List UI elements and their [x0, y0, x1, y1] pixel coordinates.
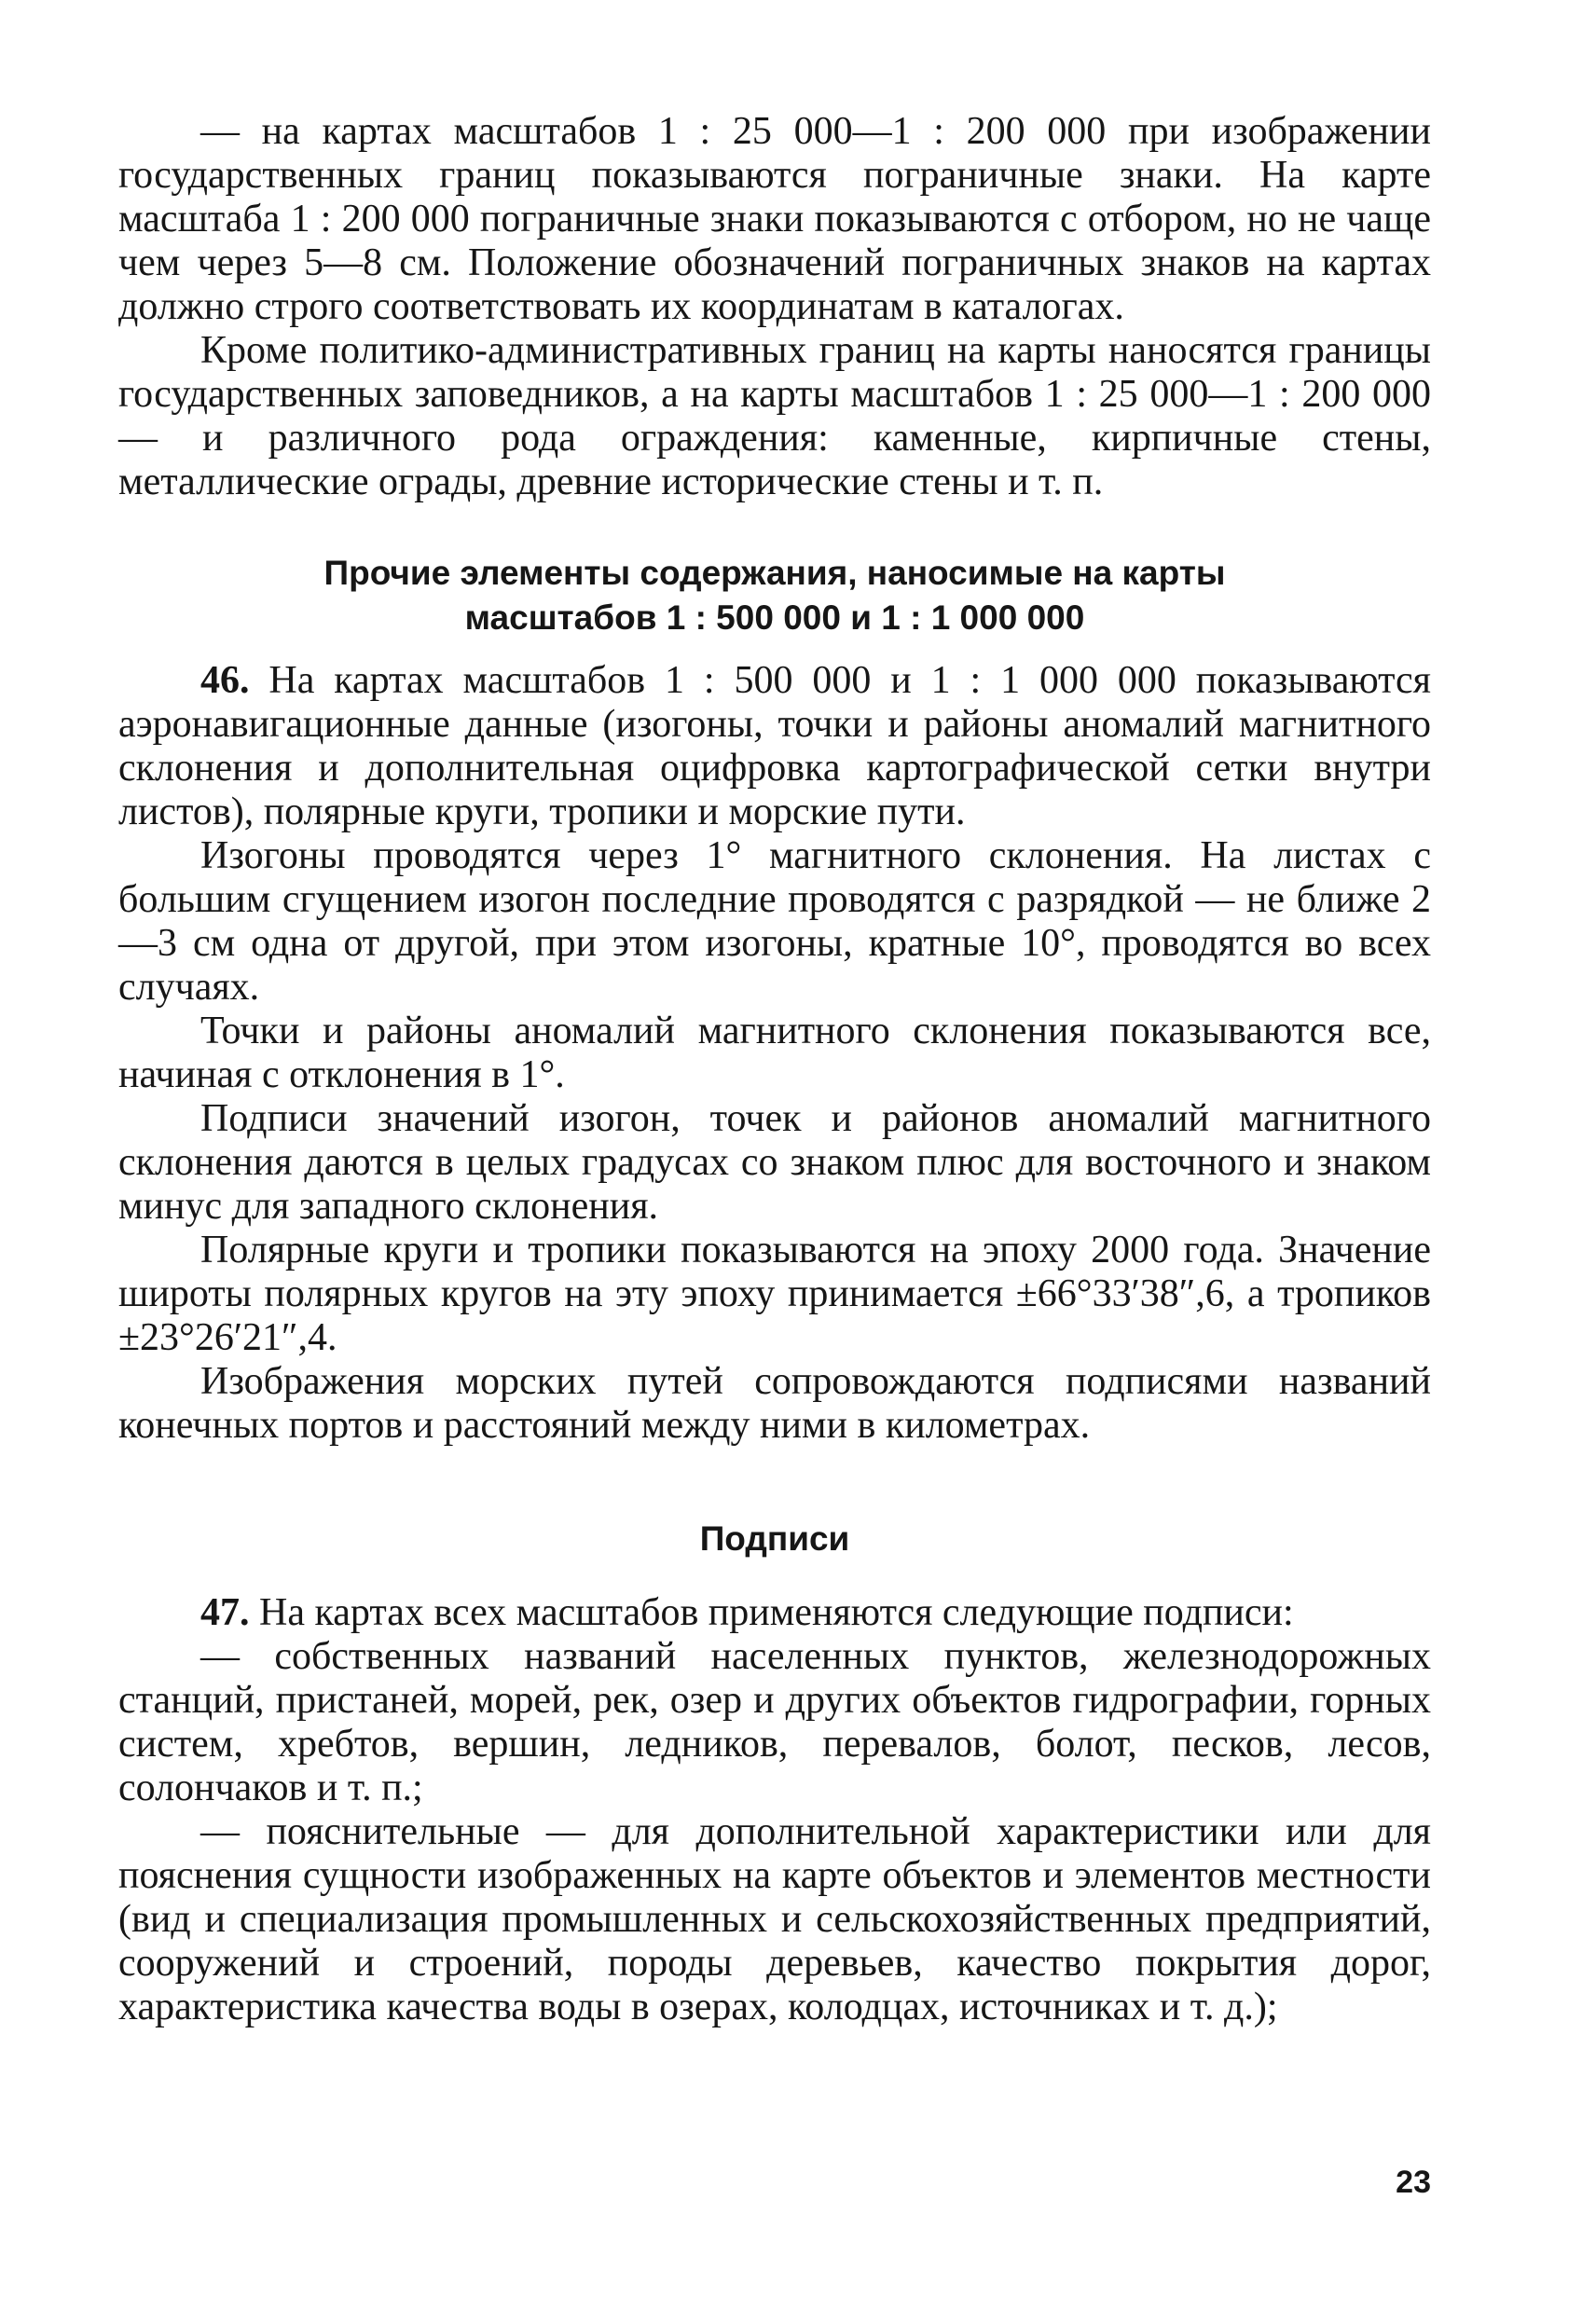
page-number: 23 — [1396, 2165, 1431, 2200]
paragraph-item-47 — [118, 1591, 1431, 1635]
section-heading-other-elements — [118, 551, 1431, 640]
paragraph-anomalies: Точки и районы аномалий магнитного склонения показываются все, начиная с отклонения в 1°. — [118, 1010, 1431, 1096]
paragraph-isogons: Изогоны проводятся через 1° магнитного склонения. На листах с большим сгущением изогон последние проводятся с разрядкой — не ближе 2—3 см одна от другой, при этом изогоны, кратные 10°, проводятся во всех случаях. — [118, 834, 1431, 1009]
section-heading-line: Прочие элементы содержания, наносимые на карты — [323, 554, 1226, 592]
paragraph-proper-names: — собственных названий населенных пунктов, железнодорожных станций, пристаней, морей, рек, озер и других объектов гидрографии, горных систем, хребтов, вершин, ледников, перевалов, болот, песков, лесов, солончаков и т. п.; — [118, 1635, 1431, 1809]
paragraph-item-46 — [118, 659, 1431, 834]
paragraph-sea-routes: Изображения морских путей сопровождаются подписями названий конечных портов и расстояний между ними в километрах. — [118, 1360, 1431, 1447]
item-number: 46. — [200, 659, 250, 702]
section-heading-line: масштабов 1 : 500 000 и 1 : 1 000 000 — [464, 598, 1085, 637]
paragraph-polar-circles: Полярные круги и тропики показываются на эпоху 2000 года. Значение широты полярных кругов на эту эпоху принимается ±66°33′38″,6, а тропиков ±23°26′21″,4. — [118, 1229, 1431, 1359]
paragraph-text: На картах всех масштабов применяются следующие подписи: — [259, 1591, 1294, 1634]
document-page — [118, 110, 1431, 2029]
paragraph-other-borders: Кроме политико-административных границ на карты наносятся границы государственных заповедников, а на карты масштабов 1 : 25 000—1 : 200 000 — и различного рода ограждения: каменные, кирпичные стены, металлические ограды, древние исторические стены и т. п. — [118, 329, 1431, 503]
paragraph-text: На картах масштабов 1 : 500 000 и 1 : 1 000 000 показываются аэронавигационные данные (изогоны, точки и районы аномалий магнитного склонения и дополнительная оцифровка картографической сетки внутри листов), полярные круги, тропики и морские пути. — [118, 659, 1431, 833]
paragraph-border-signs: — на картах масштабов 1 : 25 000—1 : 200 000 при изображении государственных границ показываются пограничные знаки. На карте масштаба 1 : 200 000 пограничные знаки показываются с отбором, но не чаще чем через 5—8 см. Положение обозначений пограничных знаков на картах должно строго соответствовать их координатам в каталогах. — [118, 110, 1431, 328]
section-heading-labels: Подписи — [699, 1519, 850, 1558]
paragraph-labels-values: Подписи значений изогон, точек и районов аномалий магнитного склонения даются в целых градусах со знаком плюс для восточного и знаком минус для западного склонения. — [118, 1097, 1431, 1228]
item-number: 47. — [200, 1591, 250, 1634]
paragraph-explanatory: — пояснительные — для дополнительной характеристики или для пояснения сущности изображенных на карте объектов и элементов местности (вид и специализация промышленных и сельскохозяйственных предприятий, сооружений и строений, породы деревьев, качество покрытия дорог, характеристика качества воды в озерах, колодцах, источниках и т. д.); — [118, 1810, 1431, 2028]
